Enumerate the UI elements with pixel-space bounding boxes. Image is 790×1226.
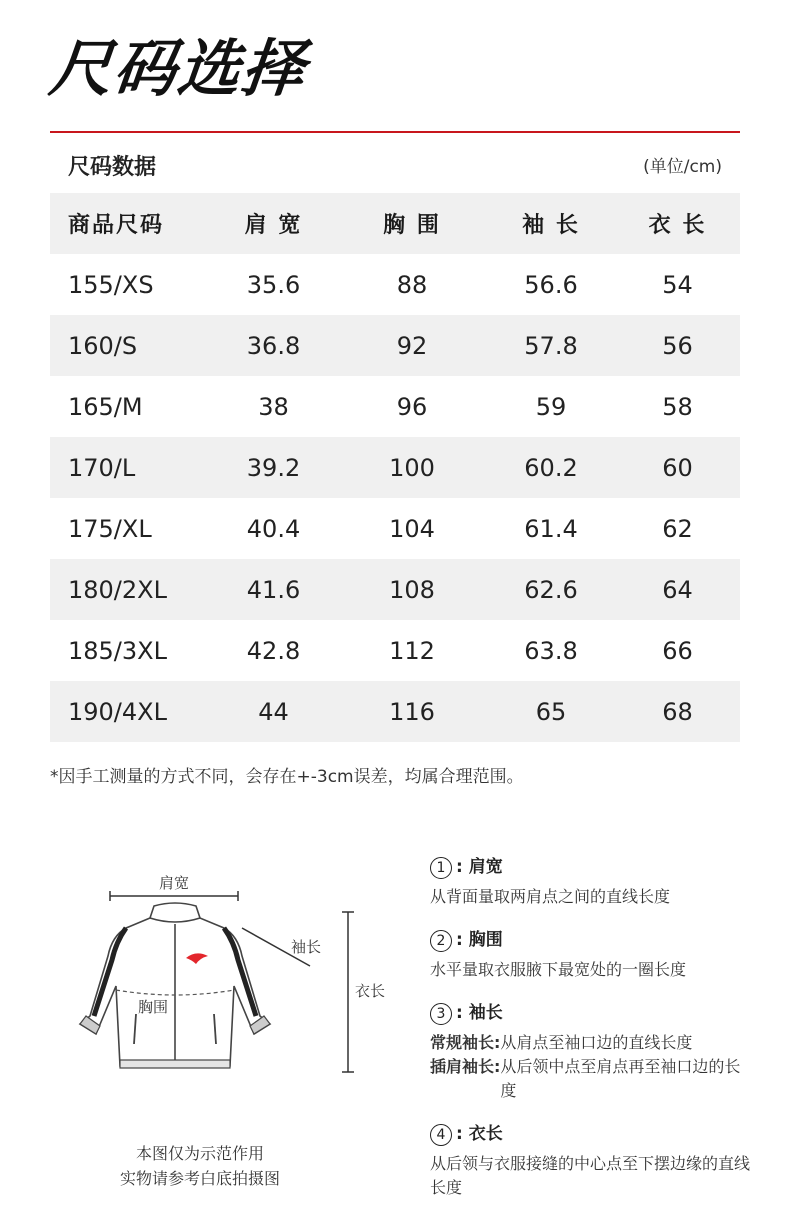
cell-chest: 100 bbox=[389, 453, 435, 482]
header-size: 商品尺码 bbox=[68, 213, 165, 238]
table-row bbox=[50, 254, 740, 315]
regular-sleeve-label: 常规袖长: bbox=[430, 1033, 501, 1052]
cell-size: 155/XS bbox=[68, 270, 154, 299]
cell-size: 170/L bbox=[68, 453, 136, 482]
cell-sleeve: 62.6 bbox=[524, 575, 578, 604]
table-row bbox=[50, 620, 740, 681]
table-header-row bbox=[50, 193, 740, 254]
cell-size: 160/S bbox=[68, 331, 138, 360]
cell-chest: 104 bbox=[389, 514, 435, 543]
unit-label: (单位/cm) bbox=[643, 157, 722, 177]
table-row bbox=[50, 559, 740, 620]
cell-chest: 92 bbox=[396, 331, 428, 360]
cell-size: 165/M bbox=[68, 392, 143, 421]
cell-chest: 112 bbox=[389, 636, 435, 665]
cell-sleeve: 60.2 bbox=[524, 453, 578, 482]
table-row bbox=[50, 315, 740, 376]
header-shoulder: 肩 宽 bbox=[244, 213, 303, 238]
cell-size: 175/XL bbox=[68, 514, 152, 543]
chest-label: 胸围 bbox=[137, 998, 169, 1016]
definition-title: : 袖长 bbox=[456, 1003, 503, 1023]
cell-sleeve: 61.4 bbox=[524, 514, 578, 543]
cell-chest: 88 bbox=[396, 270, 428, 299]
cell-chest: 96 bbox=[396, 392, 428, 421]
cell-shoulder: 42.8 bbox=[246, 636, 301, 665]
cell-length: 56 bbox=[662, 331, 693, 360]
definition-text: 从后领与衣服接缝的中心点至下摆边缘的直线长度 bbox=[430, 1154, 751, 1197]
raglan-sleeve-text: 从后领中点至肩点再至袖口边的长度 bbox=[500, 1057, 741, 1100]
cell-length: 66 bbox=[662, 636, 693, 665]
size-table bbox=[50, 193, 740, 742]
section-heading: 尺码数据 bbox=[68, 155, 157, 180]
cell-length: 58 bbox=[662, 392, 693, 421]
cell-length: 62 bbox=[662, 514, 693, 543]
caption-line-2: 实物请参考白底拍摄图 bbox=[119, 1169, 280, 1188]
cell-size: 190/4XL bbox=[68, 697, 167, 726]
definition-sleeve bbox=[430, 998, 750, 1103]
table-row bbox=[50, 498, 740, 559]
cell-sleeve: 57.8 bbox=[524, 331, 578, 360]
length-label: 衣长 bbox=[354, 982, 386, 1000]
regular-sleeve-text: 从肩点至袖口边的直线长度 bbox=[500, 1033, 693, 1052]
cell-shoulder: 38 bbox=[258, 392, 289, 421]
definition-title: : 衣长 bbox=[456, 1124, 503, 1144]
cell-shoulder: 36.8 bbox=[246, 331, 301, 360]
jacket-illustration bbox=[50, 866, 395, 1086]
jacket-diagram bbox=[50, 866, 395, 1086]
raglan-sleeve-label: 插肩袖长: bbox=[430, 1057, 501, 1076]
number-badge: 4 bbox=[430, 1124, 452, 1146]
cell-sleeve: 56.6 bbox=[524, 270, 578, 299]
table-row bbox=[50, 376, 740, 437]
definition-text: 水平量取衣服腋下最宽处的一圈长度 bbox=[430, 960, 687, 979]
cell-length: 60 bbox=[662, 453, 693, 482]
cell-length: 54 bbox=[662, 270, 693, 299]
page-title: 尺码选择 bbox=[46, 32, 310, 105]
cell-size: 180/2XL bbox=[68, 575, 167, 604]
cell-shoulder: 41.6 bbox=[246, 575, 301, 604]
definition-chest bbox=[430, 925, 750, 982]
cell-sleeve: 63.8 bbox=[524, 636, 578, 665]
header-chest: 胸 围 bbox=[383, 213, 441, 238]
diagram-caption bbox=[50, 1141, 350, 1191]
definition-length bbox=[430, 1119, 750, 1200]
cell-length: 68 bbox=[662, 697, 693, 726]
sleeve-label: 袖长 bbox=[290, 938, 322, 956]
definition-title: : 胸围 bbox=[456, 930, 503, 950]
cell-shoulder: 44 bbox=[258, 697, 289, 726]
cell-sleeve: 59 bbox=[535, 392, 567, 421]
measurement-note: *因手工测量的方式不同，会存在+-3cm误差，均属合理范围。 bbox=[50, 767, 524, 787]
header-sleeve: 袖 长 bbox=[522, 213, 580, 238]
definition-text: 从背面量取两肩点之间的直线长度 bbox=[430, 887, 671, 906]
number-badge: 1 bbox=[430, 857, 452, 879]
caption-line-1: 本图仅为示范作用 bbox=[135, 1144, 264, 1163]
cell-size: 185/3XL bbox=[68, 636, 167, 665]
measurement-definitions bbox=[430, 852, 750, 1216]
table-row bbox=[50, 681, 740, 742]
definition-title: : 肩宽 bbox=[456, 857, 503, 877]
cell-sleeve: 65 bbox=[535, 697, 567, 726]
title-divider bbox=[50, 131, 740, 133]
cell-chest: 116 bbox=[389, 697, 435, 726]
shoulder-label: 肩宽 bbox=[158, 874, 190, 892]
header-length: 衣 长 bbox=[648, 213, 707, 238]
number-badge: 2 bbox=[430, 930, 452, 952]
cell-length: 64 bbox=[662, 575, 693, 604]
cell-shoulder: 40.4 bbox=[246, 514, 301, 543]
number-badge: 3 bbox=[430, 1003, 452, 1025]
cell-chest: 108 bbox=[389, 575, 435, 604]
cell-shoulder: 39.2 bbox=[246, 453, 301, 482]
definition-shoulder bbox=[430, 852, 750, 909]
cell-shoulder: 35.6 bbox=[246, 270, 301, 299]
table-row bbox=[50, 437, 740, 498]
